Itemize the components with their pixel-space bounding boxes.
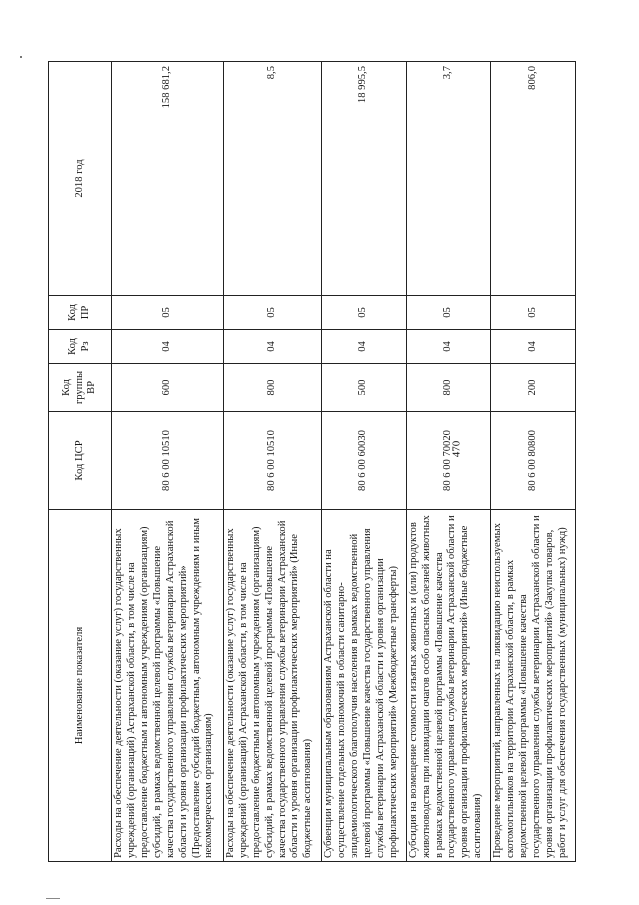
row-pr: 05 — [406, 296, 491, 330]
row-pr: 05 — [322, 296, 407, 330]
row-csr: 80 6 00 80800 — [491, 412, 576, 510]
row-amount: 806,0 — [491, 62, 576, 296]
header-csr: Код ЦСР — [49, 412, 112, 510]
row-rz: 04 — [406, 330, 491, 364]
row-rz: 04 — [223, 330, 321, 364]
row-csr: 80 6 00 10510 — [223, 412, 321, 510]
header-rz: Код Рз — [49, 330, 112, 364]
table-row — [223, 62, 321, 862]
row-vr: 600 — [112, 364, 224, 412]
row-pr: 05 — [112, 296, 224, 330]
table-header-row — [49, 62, 112, 862]
row-name: Проведение мероприятий, направленных на ликвидацию неиспользуемых скотомогильников на территории Астраханской области, в рамках ведомственной целевой программы «Повышение качества государственного управления службы ветеринарии Астраханской области и уровня организации профилактических мероприятий» (Закупка товаров, работ и услуг для обеспечения государственных (муниципальных) нужд) — [491, 510, 576, 862]
row-amount: 158 681,2 — [112, 62, 224, 296]
row-pr: 05 — [223, 296, 321, 330]
row-name: Расходы на обеспечение деятельности (оказание услуг) государственных учреждений (организаций) Астраханской области, в том числе на предоставление бюджетным и автономным учреждениям (организациям) субсидий, в рамках ведомственной целевой программы «Повышение качества государственного управления службы ветеринарии Астраханской области и уровня организации профилактических мероприятий» (Иные бюджетные ассигнования) — [223, 510, 321, 862]
scan-artifact — [20, 56, 22, 58]
budget-table — [48, 61, 576, 862]
row-rz: 04 — [112, 330, 224, 364]
row-vr: 200 — [491, 364, 576, 412]
table-row — [491, 62, 576, 862]
row-csr: 80 6 00 70020 — [406, 412, 491, 510]
row-amount: 3,7 — [406, 62, 491, 296]
table-row — [406, 62, 491, 862]
header-pr: Код ПР — [49, 296, 112, 330]
row-vr: 500 — [322, 364, 407, 412]
row-name: Субсидия на возмещение стоимости изъятых животных и (или) продуктов животноводства при ликвидации очагов особо опасных болезней животных в рамках ведомственной целевой программы «Повышение качества государственного управления службы ветеринарии Астраханской области и уровня организации профилактических мероприятий» (Иные бюджетные ассигнования) — [406, 510, 491, 862]
row-vr: 800 — [223, 364, 321, 412]
table-row — [322, 62, 407, 862]
rotated-page-content — [48, 62, 576, 862]
header-vr: Код группы ВР — [49, 364, 112, 412]
table-row — [112, 62, 224, 862]
row-pr: 05 — [491, 296, 576, 330]
header-year: 2018 год — [49, 62, 112, 296]
row-name: Расходы на обеспечение деятельности (оказание услуг) государственных учреждений (организаций) Астраханской области, в том числе на предоставление бюджетным и автономным учреждениям (организациям) субсидий, в рамках ведомственной целевой программы «Повышение качества государственного управления службы ветеринарии Астраханской области и уровня организации профилактических мероприятий» (Предоставление субсидий бюджетным, автономным учреждениям и иным некоммерческим организациям) — [112, 510, 224, 862]
row-name: Субвенции муниципальным образованиям Астраханской области на осуществление отдельных полномочий в области санитарно-эпидемиологического благополучия населения в рамках ведомственной целевой программы «Повышение качества государственного управления службы ветеринарии Астраханской области и уровня организации профилактических мероприятий» (Межбюджетные трансферты) — [322, 510, 407, 862]
row-rz: 04 — [322, 330, 407, 364]
row-rz: 04 — [491, 330, 576, 364]
row-amount: 8,5 — [223, 62, 321, 296]
row-csr: 80 6 00 60030 — [322, 412, 407, 510]
row-vr: 800 — [406, 364, 491, 412]
scan-artifact — [46, 898, 60, 899]
header-name: Наименование показателя — [49, 510, 112, 862]
page-number: 470 — [450, 440, 463, 458]
row-amount: 18 995,5 — [322, 62, 407, 296]
row-csr: 80 6 00 10510 — [112, 412, 224, 510]
